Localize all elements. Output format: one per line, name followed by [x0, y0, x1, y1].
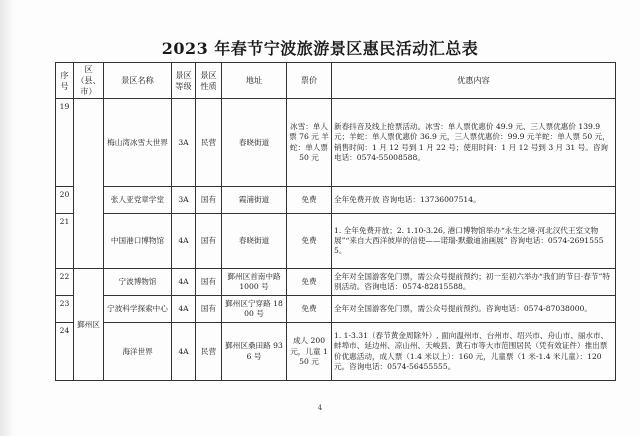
cell-nature: 国有: [196, 214, 222, 269]
table-row: [56, 214, 616, 269]
cell-location: 鄞州区首南中路 1000 号: [222, 269, 287, 296]
cell-nature: 国有: [196, 187, 222, 214]
page-title: 2023 年春节宁波旅游景区惠民活动汇总表: [161, 39, 479, 58]
cell-seq: 24: [56, 323, 74, 381]
cell-seq: 23: [56, 296, 74, 323]
cell-price: 免费: [287, 269, 332, 296]
cell-offer: 全年对全国游客免门票，需公众号提前预约；初一至初六举办“我们的节日·春节”特别活动。咨询电话：0574-82815588。: [332, 269, 616, 296]
cell-price: 冰雪：单人票 76 元 羊蛇：单人票 50 元: [287, 99, 332, 187]
cell-offer: 1. 1-3.31（春节黄金周除外）, 面向温州市、台州市、绍兴市、舟山市、丽水市、蚌埠市、延边州、凉山州、天峻县、黄石市等大市范围居民（凭有效证件）推出票价优惠活动，成人票（1.4 米以上）：160 元，儿童票（1 米-1.4 米儿童）：120 元。咨询电话：0574-56455555。: [332, 323, 616, 381]
cell-offer: 1. 全年免费开放；2. 1.10-3.26, 港口博物馆举办“永生之境·河北汉代王室文物展”“来自大西洋彼岸的信使——诺瑞·默撒迪油画展” 咨询电话：0574-26915555。: [332, 214, 616, 269]
cell-nature: 国有: [196, 296, 222, 323]
cell-location: 鄞州区桑田路 936 号: [222, 323, 287, 381]
cell-name: 梅山湾冰雪大世界: [104, 99, 172, 187]
table-row: [56, 296, 616, 323]
header-nature: 景区性质: [196, 63, 222, 99]
cell-seq: 20: [56, 187, 74, 214]
cell-offer: 全年对全国游客免门票，需公众号提前预约。咨询电话：0574-87038000。: [332, 296, 616, 323]
page-number: 4: [317, 404, 323, 412]
cell-region: 鄞州区: [74, 269, 104, 381]
cell-price: 免费: [287, 187, 332, 214]
cell-grade: 4A: [172, 296, 196, 323]
header-grade: 景区等级: [172, 63, 196, 99]
cell-price: 成人 200 元，儿童 150 元: [287, 323, 332, 381]
cell-grade: 4A: [172, 214, 196, 269]
cell-seq: 21: [56, 214, 74, 269]
cell-region-empty: [74, 99, 104, 269]
header-price: 票价: [287, 63, 332, 99]
offers-table: [55, 62, 616, 381]
cell-grade: 3A: [172, 187, 196, 214]
cell-name: 中国港口博物馆: [104, 214, 172, 269]
cell-name: 宁波科学探索中心: [104, 296, 172, 323]
cell-seq: 19: [56, 99, 74, 187]
table-row: [56, 187, 616, 214]
cell-name: 张人亚党章学堂: [104, 187, 172, 214]
header-seq: 序号: [56, 63, 74, 99]
table-row: [56, 323, 616, 381]
header-name: 景区名称: [104, 63, 172, 99]
cell-offer: 新春抖音及线上抢票活动。冰雪：单人票优惠价 49.9 元、三人票优惠价 139.9 元；羊蛇：单人票优惠价 36.9 元，三人票优惠价：99.9 元羊蛇：单人票 50 元，销售时间：1 月 12 号到 1 月 22 号；使用时间：1 月 12 号到 3 月 31 号。咨询电话：0574-55008588。: [332, 99, 616, 187]
cell-location: 春晓街道: [222, 99, 287, 187]
cell-nature: 民营: [196, 323, 222, 381]
cell-offer: 全年免费开放 咨询电话：13736007514。: [332, 187, 616, 214]
table-row: [56, 99, 616, 187]
cell-location: 春晓街道: [222, 214, 287, 269]
cell-name: 宁波博物馆: [104, 269, 172, 296]
cell-grade: 4A: [172, 269, 196, 296]
header-location: 地址: [222, 63, 287, 99]
cell-nature: 国有: [196, 269, 222, 296]
cell-grade: 3A: [172, 99, 196, 187]
page-edge-shadow: [0, 0, 14, 436]
header-offer: 优惠内容: [332, 63, 616, 99]
cell-location: 鄞州区宁穿路 1800 号: [222, 296, 287, 323]
cell-seq: 22: [56, 269, 74, 296]
cell-price: 免费: [287, 214, 332, 269]
cell-price: 免费: [287, 296, 332, 323]
header-row: [56, 63, 616, 99]
cell-location: 霞浦街道: [222, 187, 287, 214]
cell-name: 海洋世界: [104, 323, 172, 381]
cell-grade: 4A: [172, 323, 196, 381]
table-row: [56, 269, 616, 296]
cell-nature: 民营: [196, 99, 222, 187]
header-region: 区（县、市）: [74, 63, 104, 99]
